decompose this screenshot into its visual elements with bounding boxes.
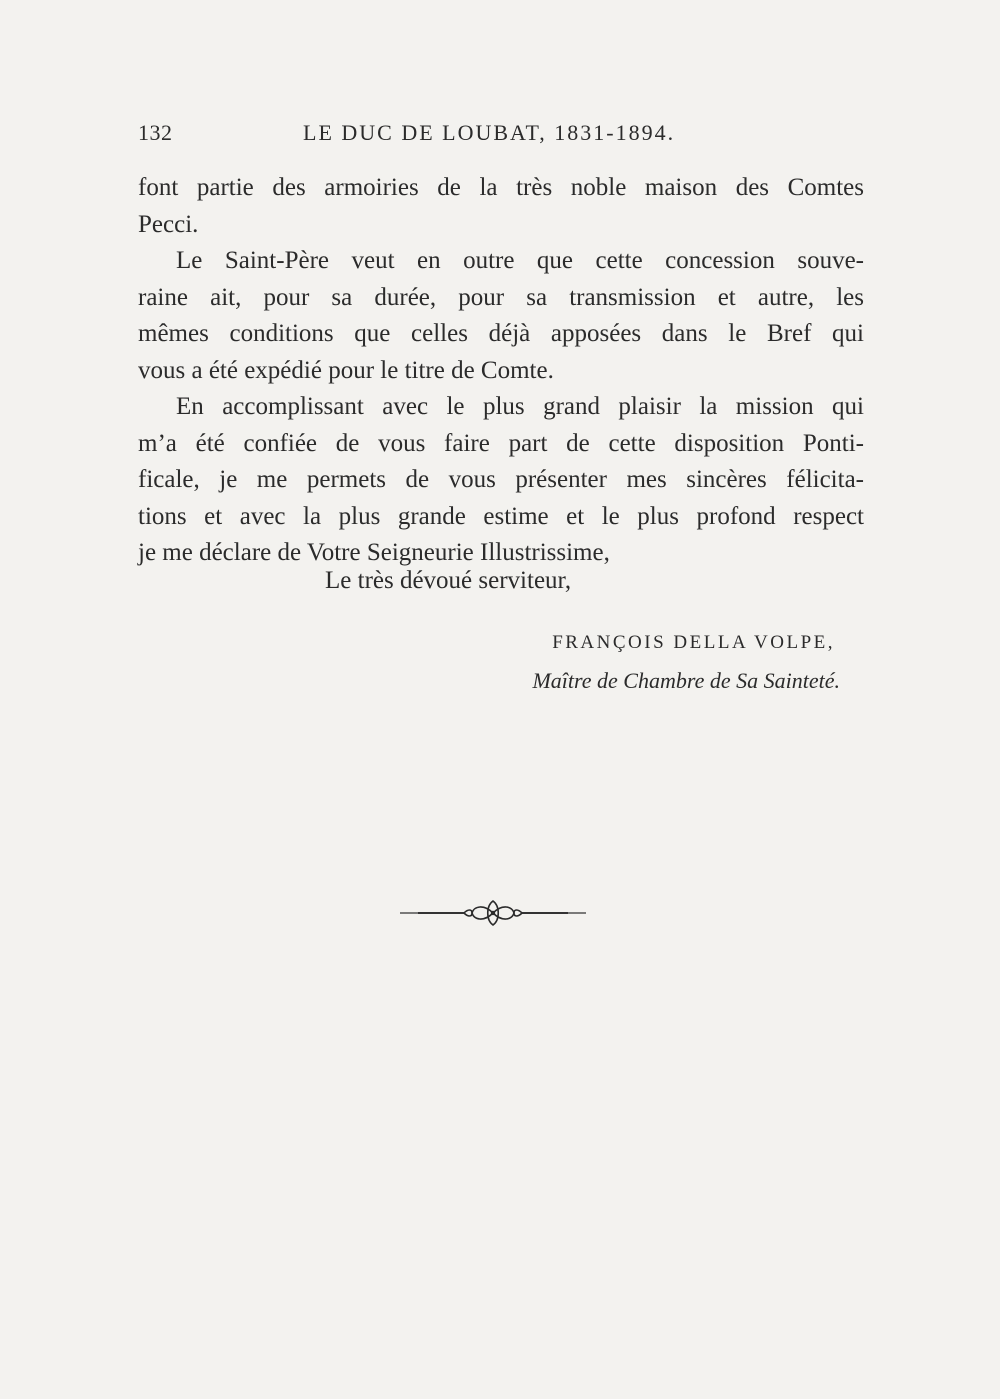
signature-title: Maître de Chambre de Sa Sainteté. (532, 668, 840, 693)
letter-body (138, 170, 864, 572)
paragraph-2 (138, 243, 864, 389)
running-title: LE DUC DE LOUBAT, 1831-1894. (303, 120, 676, 145)
text-line: je me déclare de Votre Seigneurie Illustrissime, (138, 539, 610, 566)
page-number: 132 (138, 120, 173, 145)
text-line: tions et avec la plus grande estime et le plus profond respect (138, 502, 864, 530)
text-line: mêmes conditions que celles déjà apposées dans le Bref qui (138, 320, 864, 347)
text-line: m’a été confiée de vous faire part de cette disposition Ponti- (138, 429, 864, 457)
text-line: En accomplissant avec le plus grand plaisir la mission qui (176, 393, 864, 420)
page-header (138, 116, 722, 150)
signature-name: FRANÇOIS DELLA VOLPE, (552, 632, 835, 653)
paragraph-3 (138, 389, 864, 572)
paragraph-1 (138, 170, 864, 243)
fleuron-ornament-icon (400, 898, 586, 928)
text-line: vous a été expédié pour le titre de Comte. (138, 356, 554, 384)
text-line: Pecci. (138, 210, 199, 238)
text-line: raine ait, pour sa durée, pour sa transmission et autre, les (138, 283, 864, 311)
text-line: font partie des armoiries de la très noble maison des Comtes (138, 174, 864, 201)
text-line: ficale, je me permets de vous présenter mes sincères félicita- (138, 466, 864, 493)
closing-formula: Le très dévoué serviteur, (325, 567, 572, 594)
text-line: Le Saint-Père veut en outre que cette concession souve- (176, 247, 864, 274)
